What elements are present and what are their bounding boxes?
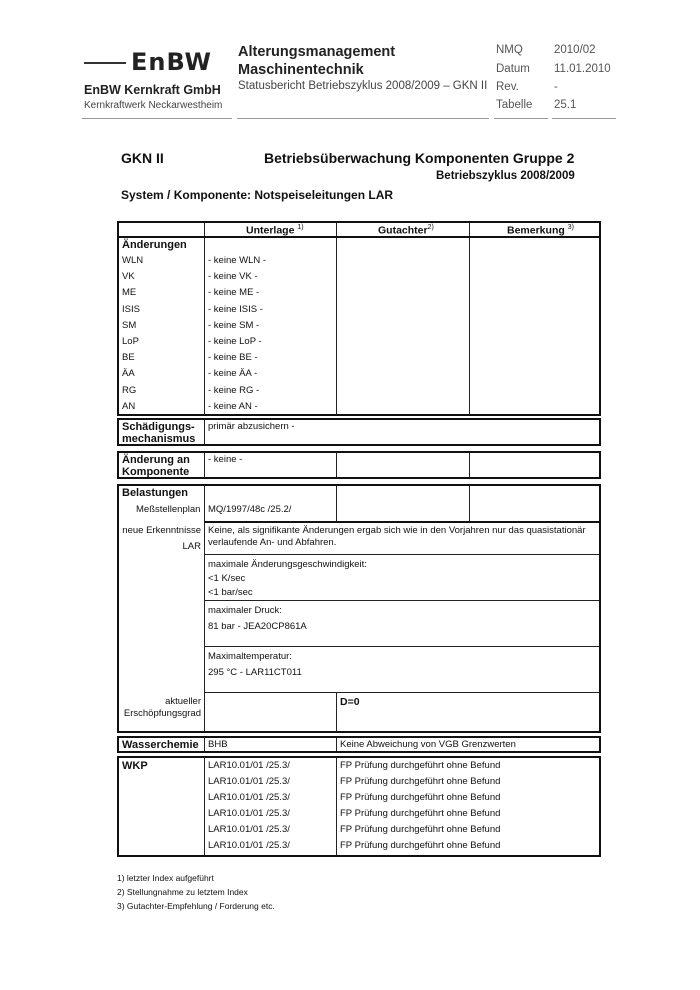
meta-key: NMQ bbox=[496, 44, 523, 56]
erkenntnisse-label: neue Erkenntnisse LAR bbox=[122, 525, 201, 552]
change-code: AN bbox=[122, 400, 136, 412]
column-header-bemerkung: Bemerkung $^{3)}$ bbox=[507, 224, 574, 237]
meta-value: - bbox=[554, 81, 558, 93]
divider bbox=[469, 453, 470, 477]
meta-value: 11.01.2010 bbox=[554, 63, 611, 75]
row-divider bbox=[204, 521, 599, 523]
enbw-logo: EnBW bbox=[131, 48, 212, 76]
divider bbox=[336, 453, 337, 477]
header-rule bbox=[494, 118, 548, 119]
wkp-source: LAR10.01/01 /25.3/ bbox=[208, 760, 290, 771]
wkp-source: LAR10.01/01 /25.3/ bbox=[208, 840, 290, 851]
system-label: System / Komponente: Notspeiseleitungen LAR bbox=[121, 188, 394, 202]
header-title-line1: Alterungsmanagement bbox=[238, 44, 396, 60]
footnote: 1) letzter Index aufgeführt bbox=[117, 873, 214, 883]
meta-value: 25.1 bbox=[554, 99, 577, 111]
wkp-remark: FP Prüfung durchgeführt ohne Befund bbox=[340, 808, 501, 819]
meta-key: Rev. bbox=[496, 81, 519, 93]
footnote: 3) Gutachter-Empfehlung / Forderung etc. bbox=[117, 901, 275, 911]
water-chemistry-source: BHB bbox=[208, 739, 228, 750]
change-value: - keine BE - bbox=[208, 352, 258, 364]
change-value: - keine WLN - bbox=[208, 255, 267, 266]
divider bbox=[469, 486, 470, 521]
divider bbox=[336, 692, 337, 731]
divider bbox=[204, 420, 205, 444]
change-value: - keine LoP - bbox=[208, 336, 262, 347]
column-header-gutachter: Gutachter$^{2)}$ bbox=[378, 224, 434, 237]
header-title bbox=[238, 43, 395, 79]
change-code: ÄA bbox=[122, 368, 135, 380]
wkp-source: LAR10.01/01 /25.3/ bbox=[208, 792, 290, 803]
erkenntnisse-text: Keine, als signifikante Änderungen ergab sich wie in den Vorjahren nur das quasistationär verlaufende An- und Abfahren. bbox=[208, 525, 586, 548]
change-value: - keine ME - bbox=[208, 287, 260, 299]
erschoepfung-value: D=0 bbox=[340, 696, 360, 708]
header-rule bbox=[237, 118, 489, 119]
wkp-source: LAR10.01/01 /25.3/ bbox=[208, 776, 290, 787]
wkp-remark: FP Prüfung durchgeführt ohne Befund bbox=[340, 840, 501, 851]
divider bbox=[204, 758, 205, 855]
change-code: ME bbox=[122, 287, 137, 299]
divider bbox=[469, 223, 470, 414]
plant-name: GKN II bbox=[121, 150, 164, 166]
wkp-label: WKP bbox=[122, 760, 148, 772]
max-pressure: maximaler Druck: 81 bar - JEA20CP861A bbox=[208, 605, 307, 632]
component-change-label: Änderung an Komponente bbox=[122, 454, 190, 478]
change-value: - keine AN - bbox=[208, 400, 258, 412]
change-code: LoP bbox=[122, 336, 139, 347]
row-divider bbox=[204, 646, 599, 647]
column-header-unterlage: Unterlage $^{1)}$ bbox=[246, 224, 304, 237]
change-value: - keine VK - bbox=[208, 271, 258, 283]
company-name: EnBW Kernkraft GmbH bbox=[84, 83, 221, 97]
max-temperature: Maximaltemperatur: 295 °C - LAR11CT011 bbox=[208, 651, 302, 678]
change-code: VK bbox=[122, 271, 135, 283]
logo-line bbox=[84, 62, 126, 64]
change-value: - keine ISIS - bbox=[208, 303, 263, 315]
change-code: ISIS bbox=[122, 303, 140, 315]
divider bbox=[336, 758, 337, 855]
cycle-label: Betriebszyklus 2008/2009 bbox=[436, 170, 575, 182]
loads-label: Belastungen bbox=[122, 487, 189, 499]
divider bbox=[336, 486, 337, 521]
component-change-value: - keine - bbox=[208, 454, 243, 465]
header-title-line2: Maschinentechnik bbox=[238, 62, 364, 78]
row-divider bbox=[204, 554, 599, 555]
change-value: - keine SM - bbox=[208, 319, 260, 331]
change-code: SM bbox=[122, 319, 137, 331]
header-rule bbox=[552, 118, 616, 119]
damage-value: primär abzusichern - bbox=[208, 421, 295, 432]
erschoepfung-label: aktueller Erschöpfungsgrad bbox=[123, 696, 201, 719]
wkp-remark: FP Prüfung durchgeführt ohne Befund bbox=[340, 776, 501, 787]
change-value: - keine ÄA - bbox=[208, 368, 258, 380]
aenderungen-label: Änderungen bbox=[122, 239, 187, 251]
wkp-remark: FP Prüfung durchgeführt ohne Befund bbox=[340, 824, 501, 835]
wkp-remark: FP Prüfung durchgeführt ohne Befund bbox=[340, 792, 501, 803]
header-subtitle: Statusbericht Betriebszyklus 2008/2009 – GKN II bbox=[238, 80, 488, 92]
damage-label: Schädigungs- mechanismus bbox=[122, 421, 196, 445]
site-name: Kernkraftwerk Neckarwestheim bbox=[84, 100, 223, 111]
wkp-remark: FP Prüfung durchgeführt ohne Befund bbox=[340, 760, 501, 771]
water-chemistry-label: Wasserchemie bbox=[122, 739, 199, 751]
row-divider bbox=[204, 600, 599, 601]
change-value: - keine RG - bbox=[208, 384, 260, 396]
meta-key: Datum bbox=[496, 63, 530, 75]
messstellenplan-label: Meßstellenplan bbox=[136, 504, 201, 515]
divider bbox=[336, 738, 337, 751]
meta-key: Tabelle bbox=[496, 99, 533, 111]
divider bbox=[336, 223, 337, 414]
max-change-rate: maximale Änderungsgeschwindigkeit: <1 K/sec <1 bar/sec bbox=[208, 559, 367, 598]
wkp-source: LAR10.01/01 /25.3/ bbox=[208, 808, 290, 819]
change-code: RG bbox=[122, 384, 137, 396]
water-chemistry-remark: Keine Abweichung von VGB Grenzwerten bbox=[340, 739, 516, 750]
divider bbox=[204, 223, 205, 414]
change-code: BE bbox=[122, 352, 135, 364]
footnote: 2) Stellungnahme zu letztem Index bbox=[117, 887, 248, 897]
header-rule bbox=[82, 118, 232, 119]
meta-value: 2010/02 bbox=[554, 44, 596, 56]
divider bbox=[204, 738, 205, 751]
changes-box bbox=[117, 221, 601, 416]
change-code: WLN bbox=[122, 255, 144, 266]
messstellenplan-value: MQ/1997/48c /25.2/ bbox=[208, 504, 292, 515]
divider bbox=[204, 453, 205, 477]
row-divider bbox=[204, 692, 599, 693]
wkp-source: LAR10.01/01 /25.3/ bbox=[208, 824, 290, 835]
document-title: Betriebsüberwachung Komponenten Gruppe 2 bbox=[264, 150, 575, 166]
